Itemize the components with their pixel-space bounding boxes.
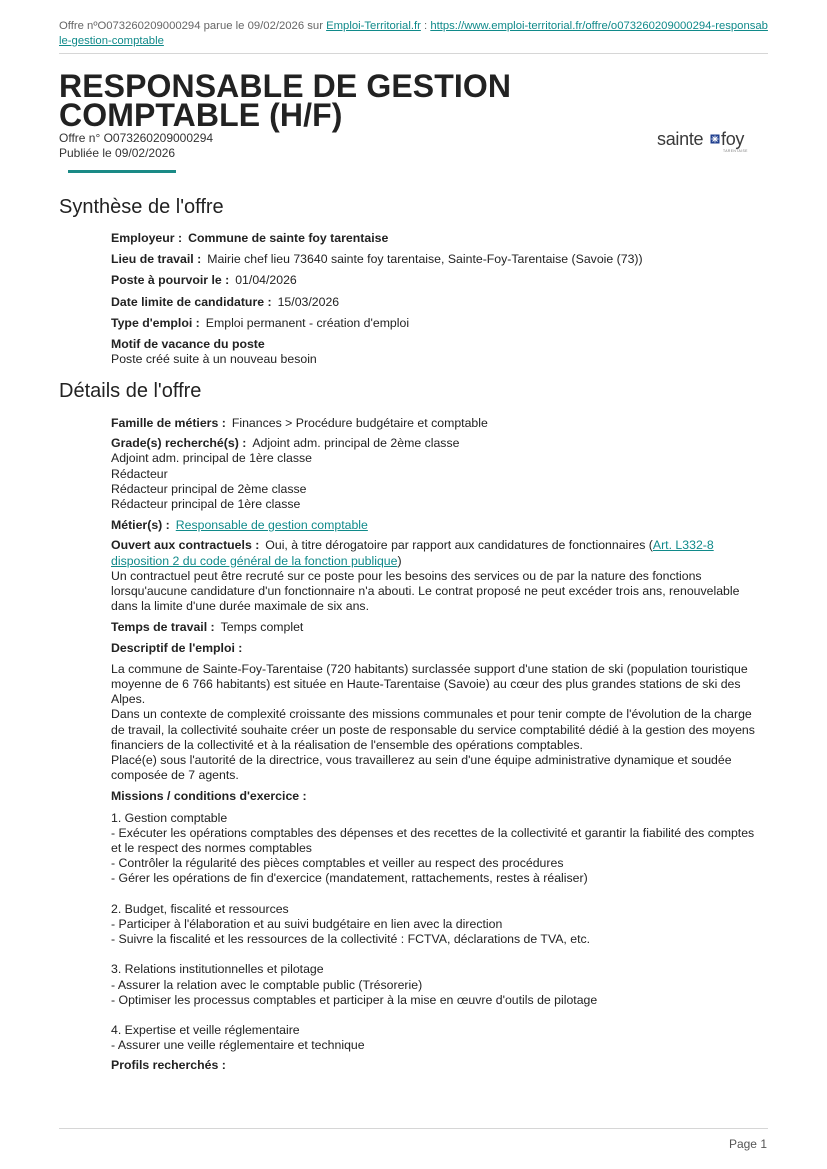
- ouvert-row-cont: [111, 554, 769, 569]
- mission-line: - Assurer une veille réglementaire et technique: [111, 1038, 365, 1053]
- type-emploi-value: Emploi permanent - création d'emploi: [205, 315, 410, 330]
- site-link[interactable]: Emploi-Territorial.fr: [326, 20, 421, 32]
- publication-date: Publiée le 09/02/2026: [59, 146, 176, 160]
- missions-label: Missions / conditions d'exercice :: [111, 789, 307, 804]
- lieu-value: Mairie chef lieu 73640 sainte foy tarentaise, Sainte-Foy-Tarentaise (Savoie (73)): [207, 252, 643, 267]
- employeur-value: Commune de sainte foy tarentaise: [188, 231, 389, 245]
- details-heading: Détails de l'offre: [59, 380, 202, 402]
- title-accent-bar: [68, 170, 176, 173]
- mission-line: - Contrôler la régularité des pièces comptables et veiller au respect des procédures: [111, 856, 564, 871]
- grade-row: [111, 436, 769, 451]
- header-prefix: Offre nºO073260209000294 parue le 09/02/2026 sur: [59, 20, 327, 32]
- offer-meta: [59, 131, 213, 161]
- code-link[interactable]: disposition 2 du code général de la fonction publique: [111, 553, 398, 568]
- sainte-foy-logo: [657, 126, 757, 154]
- motif-value: Poste créé suite à un nouveau besoin: [111, 352, 317, 367]
- employeur-row: [111, 231, 769, 246]
- header-separator: :: [420, 20, 431, 32]
- descriptif-line: Dans un contexte de complexité croissante des missions communales et pour tenir compte de l'évolution de la charge: [111, 707, 752, 722]
- employeur-label: Employeur :: [111, 231, 183, 245]
- descriptif-line: composée de 7 agents.: [111, 768, 239, 783]
- page-title: [59, 68, 619, 133]
- synthese-section: [111, 231, 769, 367]
- ouvert-desc: dans la limite d'une durée maximale de six ans.: [111, 599, 369, 614]
- type-emploi-row: [111, 316, 769, 331]
- metier-label: Métier(s) :: [111, 518, 170, 533]
- mission-heading: 4. Expertise et veille réglementaire: [111, 1022, 300, 1037]
- grade-item: Rédacteur: [111, 466, 168, 481]
- descriptif-line: Alpes.: [111, 692, 146, 707]
- ouvert-desc: lorsqu'aucune candidature d'un fonctionnaire n'a abouti. Le contrat proposé ne peut excéder trois ans, renouvelable: [111, 584, 740, 599]
- temps-label: Temps de travail :: [111, 620, 215, 635]
- mission-heading: 1. Gestion comptable: [111, 810, 228, 825]
- logo-text-left: sainte: [657, 129, 704, 149]
- temps-value: Temps complet: [220, 620, 304, 635]
- ouvert-close: ): [397, 553, 402, 568]
- profils-label: Profils recherchés :: [111, 1058, 226, 1073]
- date-limite-row: [111, 295, 769, 310]
- title-line-1: RESPONSABLE DE GESTION: [59, 68, 512, 104]
- metier-row: [111, 518, 769, 533]
- descriptif-line: La commune de Sainte-Foy-Tarentaise (720 habitants) surclassée support d'une station de ski (population touristique: [111, 661, 748, 676]
- descriptif-label: Descriptif de l'emploi :: [111, 640, 243, 655]
- details-section: [111, 416, 769, 1074]
- ouvert-desc: Un contractuel peut être recruté sur ce poste pour les besoins des services ou de par la nature des fonctions: [111, 568, 702, 583]
- ouvert-label: Ouvert aux contractuels :: [111, 538, 260, 553]
- descriptif-line: financiers de la collectivité et à la réalisation de l'ensemble des opérations comptables.: [111, 737, 583, 752]
- mission-line: et le respect des normes comptables: [111, 841, 312, 856]
- mission-line: - Assurer la relation avec le comptable public (Trésorerie): [111, 977, 423, 992]
- grade-item: Rédacteur principal de 2ème classe: [111, 481, 307, 496]
- poste-label: Poste à pourvoir le :: [111, 273, 230, 288]
- mission-line: - Exécuter les opérations comptables des dépenses et des recettes de la collectivité et garantir la fiabilité des comptes: [111, 825, 755, 840]
- mission-line: - Optimiser les processus comptables et participer à la mise en œuvre d'outils de pilotage: [111, 992, 598, 1007]
- logo-text-right: foy: [721, 129, 745, 149]
- type-emploi-label: Type d'emploi :: [111, 315, 200, 330]
- offer-header: [59, 19, 768, 49]
- descriptif-line: de travail, la collectivité souhaite créer un poste de responsable du service comptabilité dédié à la gestion des moyens: [111, 722, 755, 737]
- synthese-heading: Synthèse de l'offre: [59, 196, 224, 218]
- mission-line: - Suivre la fiscalité et les ressources de la collectivité : FCTVA, déclarations de TVA, etc.: [111, 932, 591, 947]
- footer-divider: [59, 1128, 768, 1129]
- title-line-2: COMPTABLE (H/F): [59, 97, 343, 133]
- metier-link[interactable]: Responsable de gestion comptable: [175, 518, 368, 533]
- mission-line: - Participer à l'élaboration et au suivi budgétaire en lien avec la direction: [111, 916, 503, 931]
- mission-heading: 2. Budget, fiscalité et ressources: [111, 901, 289, 916]
- grade-label: Grade(s) recherché(s) :: [111, 436, 247, 451]
- ouvert-text: Oui, à titre dérogatoire par rapport aux candidatures de fonctionnaires (: [265, 538, 653, 553]
- mission-heading: 3. Relations institutionnelles et pilotage: [111, 962, 324, 977]
- famille-label: Famille de métiers :: [111, 416, 226, 430]
- article-link[interactable]: Art. L332-8: [652, 538, 714, 553]
- motif-label: Motif de vacance du poste: [111, 337, 265, 352]
- date-limite-value: 15/03/2026: [277, 294, 340, 309]
- descriptif-line: moyenne de 6 766 habitants) est située en Haute-Tarentaise (Savoie) au cœur des plus grandes stations de ski des: [111, 677, 741, 692]
- snowflake-icon: [711, 135, 720, 144]
- header-divider: [59, 53, 768, 54]
- lieu-label: Lieu de travail :: [111, 252, 202, 267]
- grade-item: Adjoint adm. principal de 1ère classe: [111, 451, 312, 466]
- famille-row: [111, 416, 769, 431]
- date-limite-label: Date limite de candidature :: [111, 294, 272, 309]
- offer-url-link[interactable]: https://www.emploi-territorial.fr/offre/o073260209000294-responsable-gestion-comptable: [59, 20, 768, 47]
- offer-number: Offre n° O073260209000294: [59, 131, 214, 145]
- lieu-row: [111, 252, 769, 267]
- ouvert-row: [111, 538, 769, 553]
- grade-item: Rédacteur principal de 1ère classe: [111, 497, 301, 512]
- descriptif-line: Placé(e) sous l'autorité de la directrice, vous travaillerez au sein d'une équipe administrative dynamique et soudée: [111, 753, 732, 768]
- mission-line: - Gérer les opérations de fin d'exercice (mandatement, rattachements, restes à réaliser): [111, 871, 588, 886]
- page-number: Page 1: [728, 1137, 767, 1151]
- grade-item: Adjoint adm. principal de 2ème classe: [252, 436, 460, 451]
- temps-row: [111, 620, 769, 635]
- famille-value: Finances > Procédure budgétaire et comptable: [231, 416, 488, 430]
- poste-row: [111, 273, 769, 288]
- poste-value: 01/04/2026: [235, 273, 297, 288]
- logo-tagline: TARENTAISE: [723, 149, 748, 153]
